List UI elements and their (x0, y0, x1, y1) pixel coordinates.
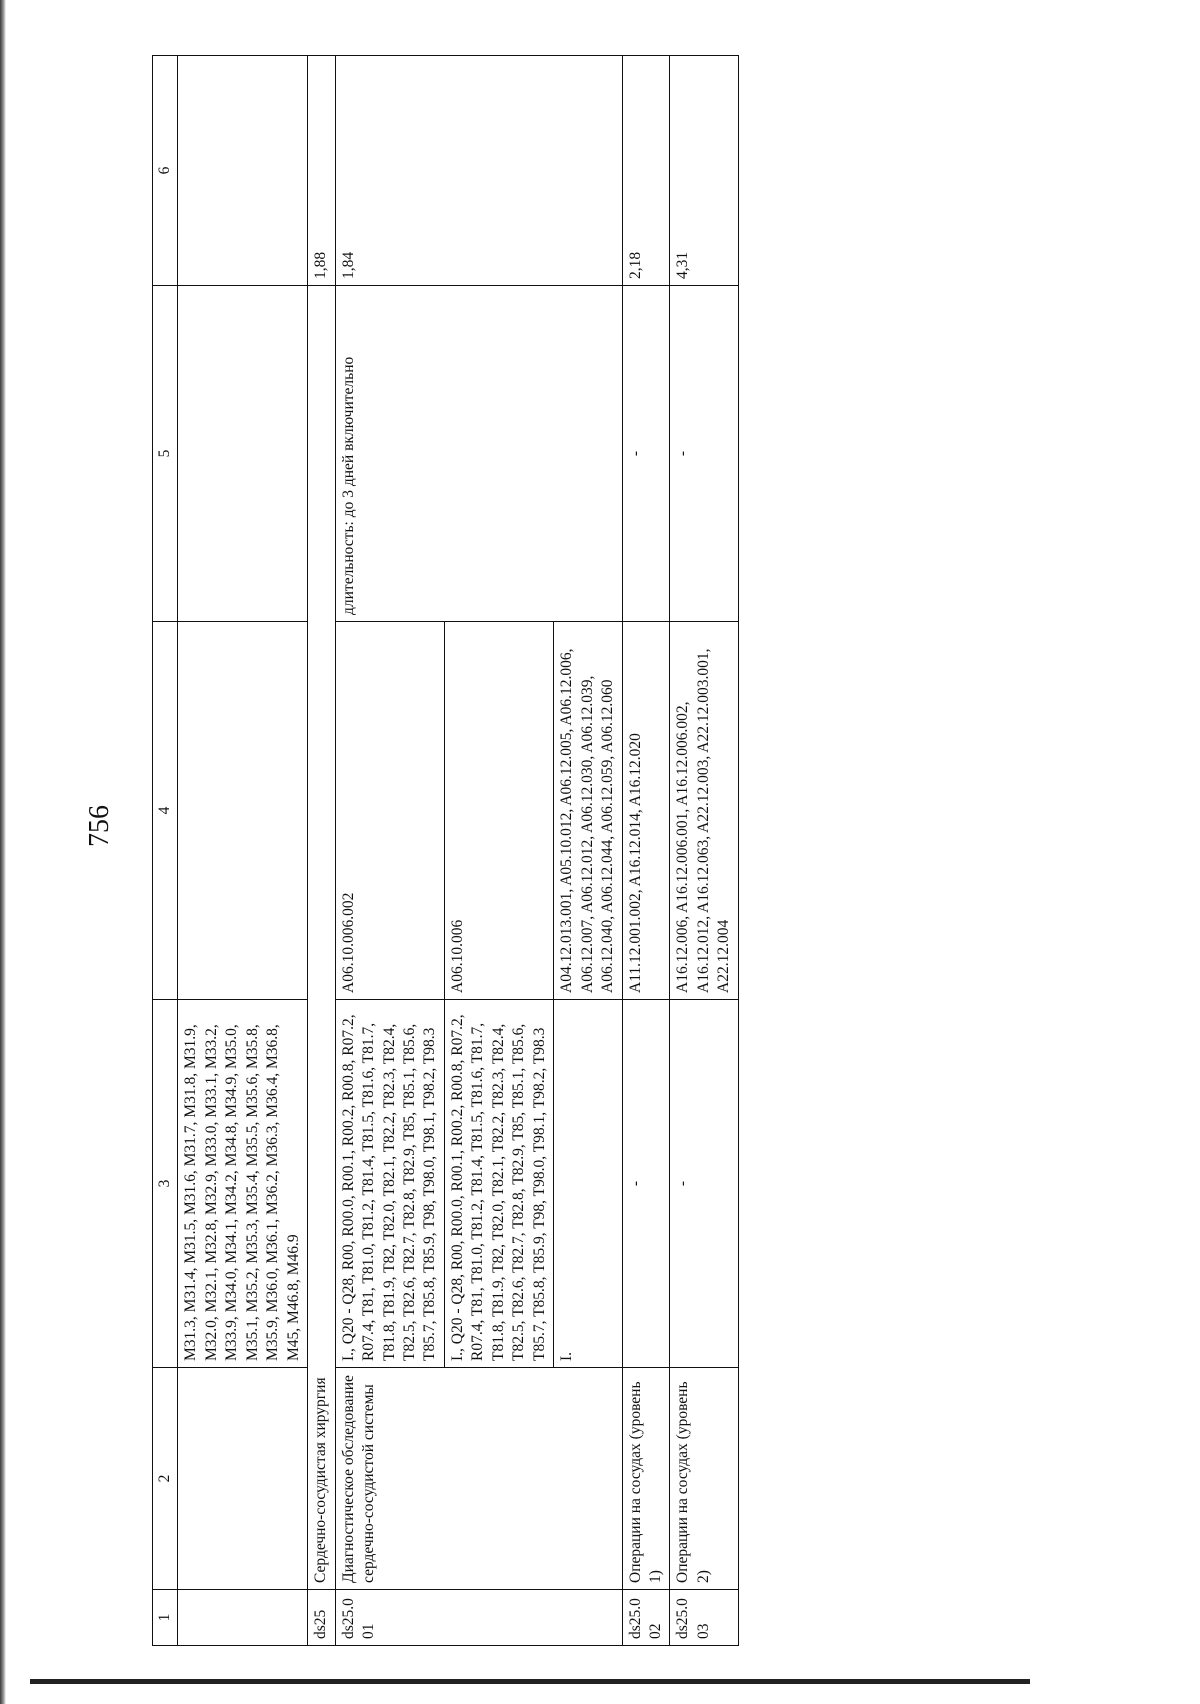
name-cell: Операции на сосудах (уровень 1) (622, 1368, 670, 1590)
service-codes-cell: A06.10.006.002 (335, 622, 444, 1000)
column-number: 4 (153, 622, 178, 1000)
coefficient-cell: 4,31 (670, 56, 738, 286)
column-number: 5 (153, 286, 178, 622)
coefficient-cell (178, 56, 308, 286)
scan-bottom-edge (30, 1679, 1030, 1684)
criteria-cell: - (670, 286, 738, 622)
column-number: 3 (153, 1000, 178, 1368)
coefficient-cell: 2,18 (622, 56, 670, 286)
diagnosis-codes-cell: - (670, 1000, 738, 1368)
code-cell: ds25.001 (335, 1590, 622, 1646)
column-number: 2 (153, 1368, 178, 1590)
table-row-ds25 (308, 56, 335, 1646)
diagnosis-codes-cell: - (622, 1000, 670, 1368)
name-cell: Диагностическое обследование сердечно-сосудистой системы (335, 1368, 622, 1590)
coefficient-cell: 1,84 (335, 56, 622, 286)
column-number: 6 (153, 56, 178, 286)
diagnosis-codes-cell: I., Q20 - Q28, R00, R00.0, R00.1, R00.2, R00.8, R07.2, R07.4, T81, T81.0, T81.2, T81.4, T81.5, T81.6, T81.7, T81.8, T81.9, T82, T82.0, T82.1, T82.2, T82.3, T82.4, T82.5, T82.6, T82.7, T82.8, T82.9, T85, T85.1, T85.6, T85.7, T85.8, T85.9, T98, T98.0, T98.1, T98.2, T98.3 (444, 1000, 553, 1368)
service-codes-cell: A04.12.013.001, A05.10.012, A06.12.005, A06.12.006, A06.12.007, A06.12.012, A06.12.030, A06.12.039, A06.12.040, A06.12.044, A06.12.059, A06.12.060 (554, 622, 622, 1000)
table-row-ds25-001 (335, 56, 444, 1646)
service-codes-cell: A06.10.006 (444, 622, 553, 1000)
page-number-text: 756 (84, 805, 115, 847)
scan-left-edge (0, 0, 6, 1704)
criteria-cell: длительность: до 3 дней включительно (335, 286, 622, 622)
rotated-page-area (152, 56, 1200, 1646)
service-codes-cell (178, 622, 308, 1000)
page-number (84, 805, 115, 847)
service-codes-cell: A16.12.006, A16.12.006.001, A16.12.006.002, A16.12.012, A16.12.063, A22.12.003, A22.12.003.001, A22.12.004 (670, 622, 738, 1000)
column-number-row (153, 56, 178, 1646)
rotated-table-container (152, 56, 1200, 1646)
code-cell: ds25.002 (622, 1590, 670, 1646)
service-codes-cell: A11.12.001.002, A16.12.014, A16.12.020 (622, 622, 670, 1000)
criteria-cell (178, 286, 308, 622)
name-cell (178, 1368, 308, 1590)
code-cell: ds25 (308, 1590, 335, 1646)
table-row-continuation (178, 56, 308, 1646)
name-cell: Операции на сосудах (уровень 2) (670, 1368, 738, 1590)
table-row-ds25-003 (670, 56, 738, 1646)
criteria-cell: - (622, 286, 670, 622)
section-title-cell: Сердечно-сосудистая хирургия (308, 286, 335, 1590)
code-cell (178, 1590, 308, 1646)
tariff-table (152, 55, 739, 1646)
diagnosis-codes-cell: M31.3, M31.4, M31.5, M31.6, M31.7, M31.8, M31.9, M32.0, M32.1, M32.8, M32.9, M33.0, M33.1, M33.2, M33.9, M34.0, M34.1, M34.2, M34.8, M34.9, M35.0, M35.1, M35.2, M35.3, M35.4, M35.5, M35.6, M35.8, M35.9, M36.0, M36.1, M36.2, M36.3, M36.4, M36.8, M45, M46.8, M46.9 (178, 1000, 308, 1368)
coefficient-cell: 1,88 (308, 56, 335, 286)
code-cell: ds25.003 (670, 1590, 738, 1646)
diagnosis-codes-cell: I., Q20 - Q28, R00, R00.0, R00.1, R00.2, R00.8, R07.2, R07.4, T81, T81.0, T81.2, T81.4, T81.5, T81.6, T81.7, T81.8, T81.9, T82, T82.0, T82.1, T82.2, T82.3, T82.4, T82.5, T82.6, T82.7, T82.8, T82.9, T85, T85.1, T85.6, T85.7, T85.8, T85.9, T98, T98.0, T98.1, T98.2, T98.3 (335, 1000, 444, 1368)
diagnosis-codes-cell: I. (554, 1000, 622, 1368)
table-row-ds25-002 (622, 56, 670, 1646)
column-number: 1 (153, 1590, 178, 1646)
